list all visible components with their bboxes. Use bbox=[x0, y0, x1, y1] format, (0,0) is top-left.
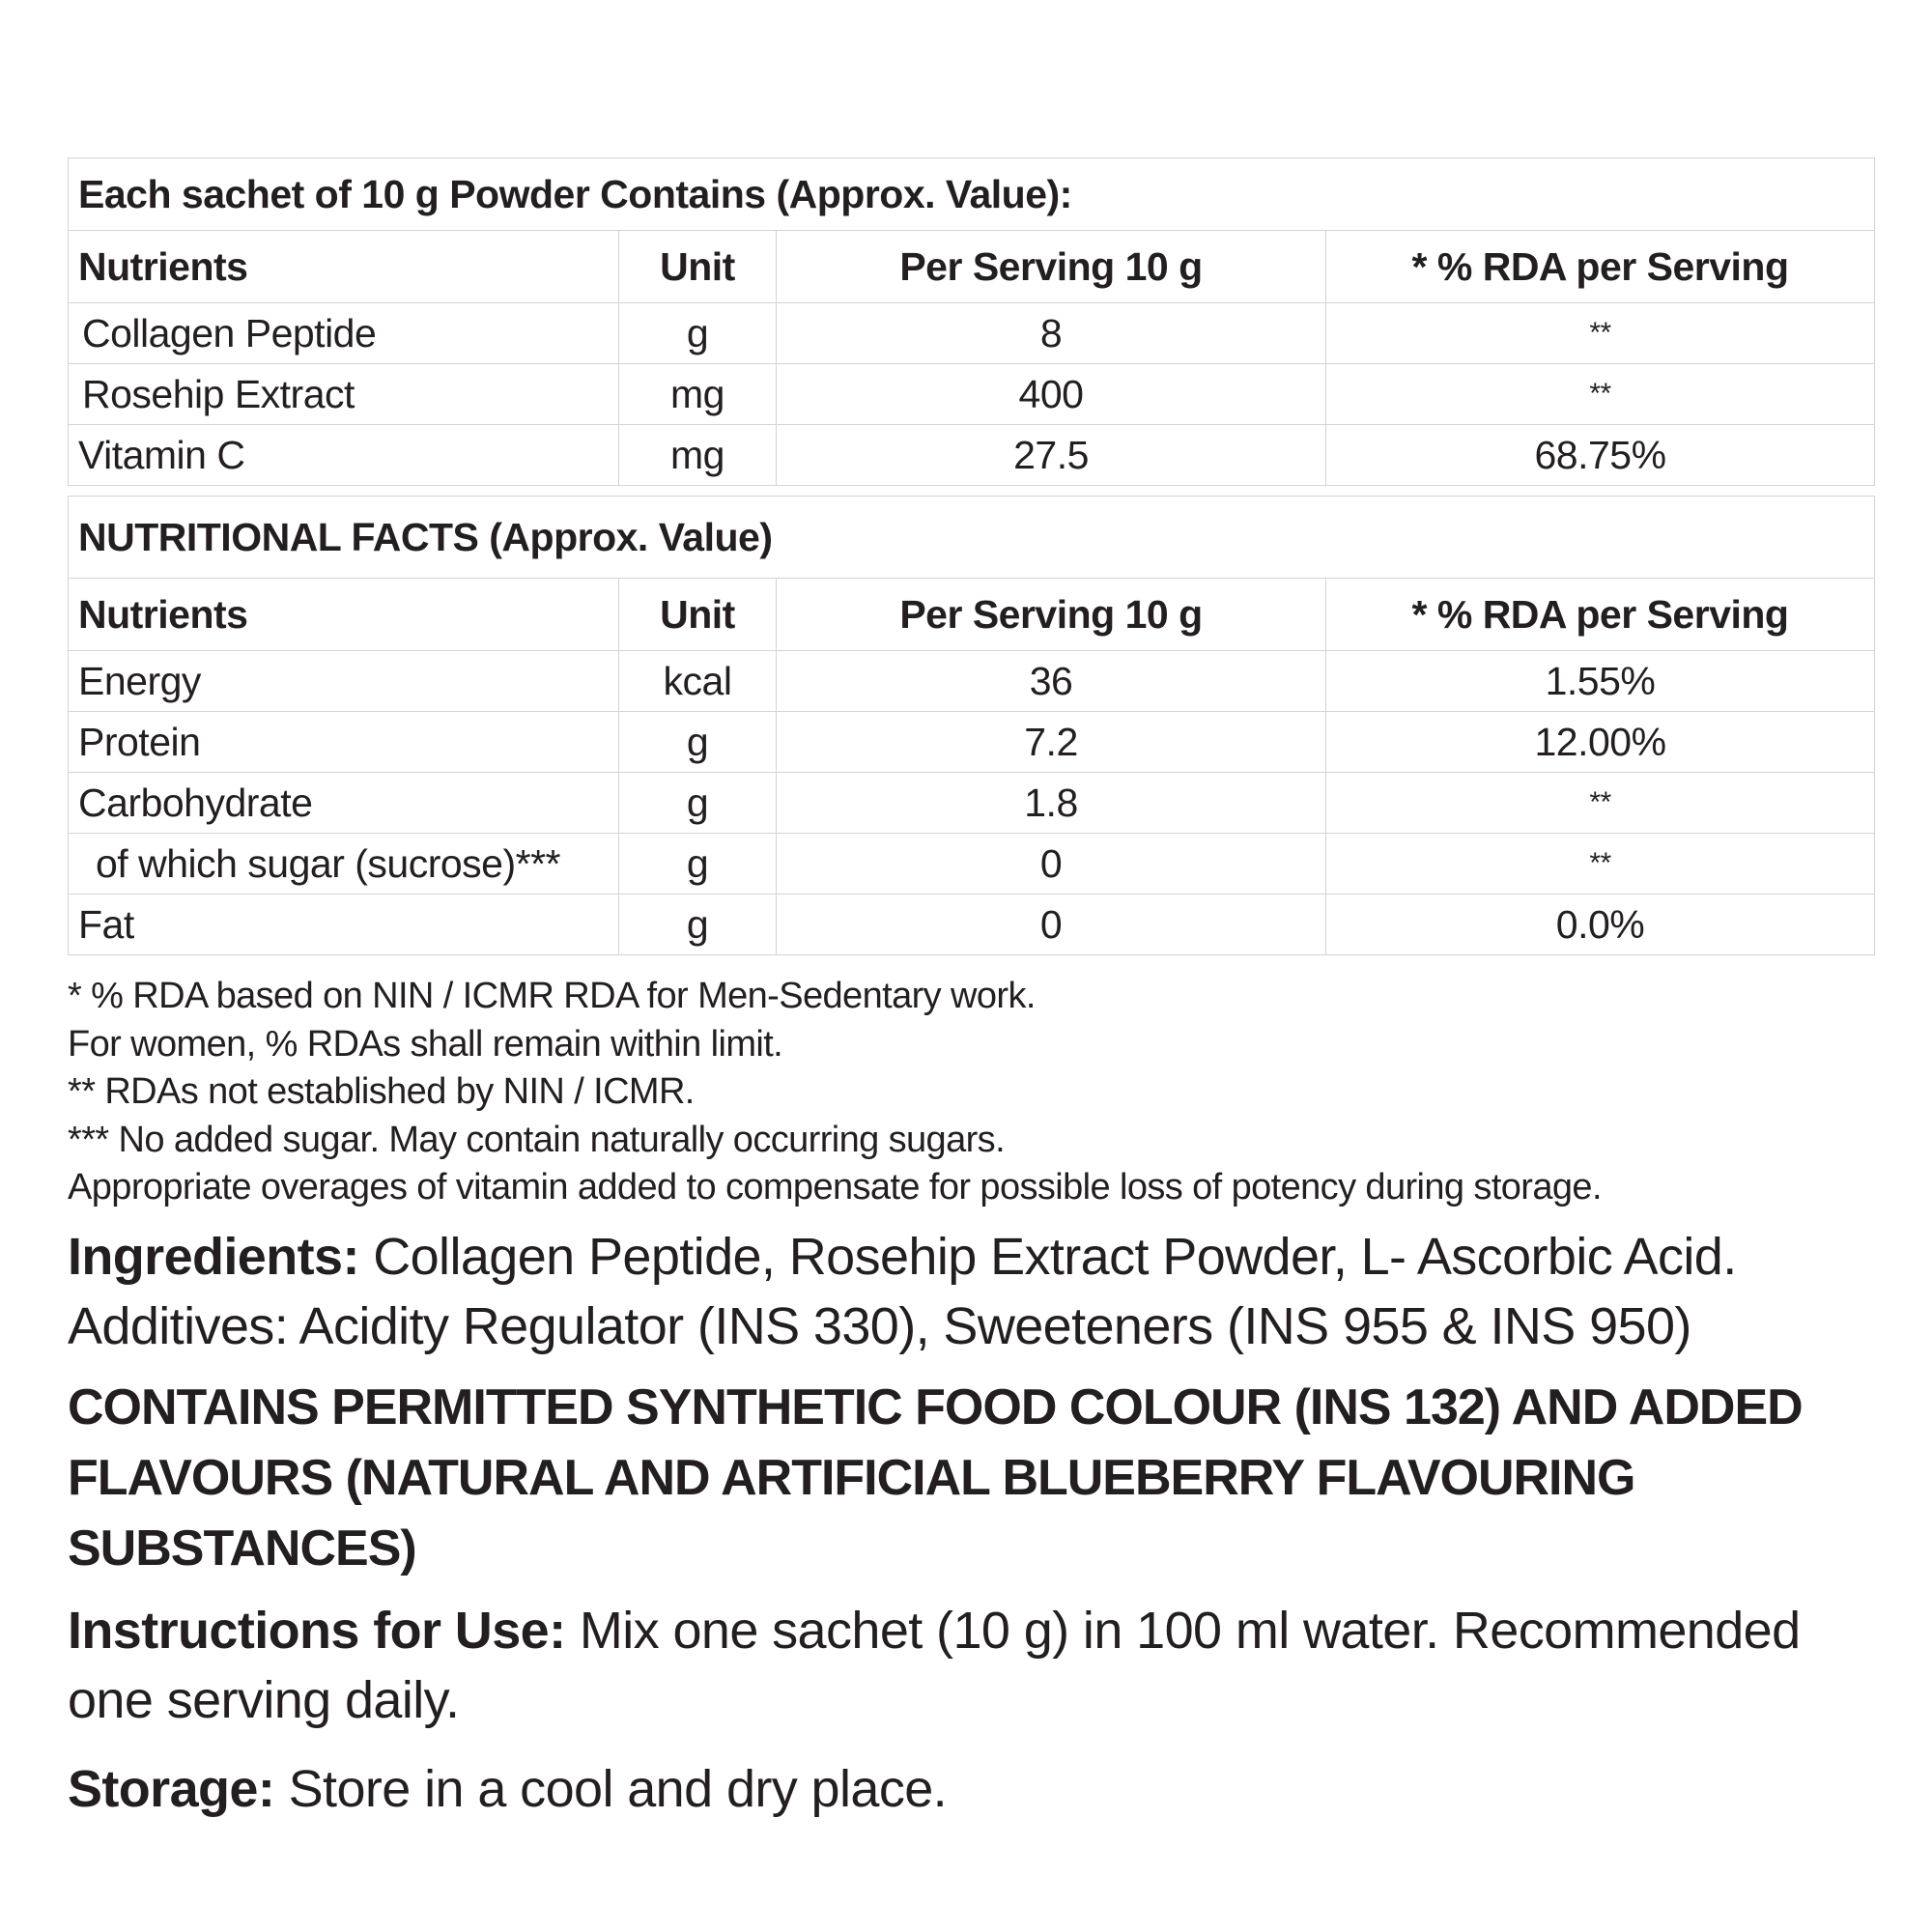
table-header-row bbox=[69, 579, 1875, 651]
storage-section bbox=[68, 1754, 1874, 1824]
nutrient-unit: g bbox=[619, 712, 777, 773]
nutrient-rda: ** bbox=[1326, 364, 1875, 425]
header-nutrients: Nutrients bbox=[69, 231, 619, 303]
additives-text: Additives: Acidity Regulator (INS 330), Sweeteners (INS 955 & INS 950) bbox=[68, 1296, 1691, 1355]
nutrient-unit: g bbox=[619, 773, 777, 834]
nutrient-rda: 12.00% bbox=[1326, 712, 1875, 773]
footnote: *** No added sugar. May contain naturally occurring sugars. bbox=[68, 1119, 1006, 1160]
nutrient-name: Rosehip Extract bbox=[69, 364, 619, 425]
nutrient-rda: 0.0% bbox=[1326, 895, 1875, 955]
instructions-text: Mix one sachet (10 g) in 100 ml water. Recommended one serving daily. bbox=[68, 1601, 1801, 1729]
nutrient-name: Carbohydrate bbox=[69, 773, 619, 834]
nutrient-name: Energy bbox=[69, 651, 619, 712]
storage-label: Storage: bbox=[68, 1759, 275, 1818]
footnote: Appropriate overages of vitamin added to compensate for possible loss of potency during storage. bbox=[68, 1167, 1602, 1208]
nutrient-per-serving: 36 bbox=[777, 651, 1326, 712]
nutrient-unit: mg bbox=[619, 425, 777, 486]
nutrient-unit: g bbox=[619, 895, 777, 955]
contains-line: FLAVOURS (NATURAL AND ARTIFICIAL BLUEBERRY FLAVOURING SUBSTANCES) bbox=[68, 1449, 1635, 1577]
nutrient-name: Fat bbox=[69, 895, 619, 955]
nutrient-rda: ** bbox=[1326, 834, 1875, 895]
header-rda: * % RDA per Serving bbox=[1326, 579, 1875, 651]
nutrient-name: Protein bbox=[69, 712, 619, 773]
table-row bbox=[69, 712, 1875, 773]
table-header-row bbox=[69, 231, 1875, 303]
nutrient-per-serving: 7.2 bbox=[777, 712, 1326, 773]
table-row bbox=[69, 364, 1875, 425]
nutrient-name: of which sugar (sucrose)*** bbox=[69, 834, 619, 895]
instructions-label: Instructions for Use: bbox=[68, 1601, 566, 1660]
table-row bbox=[69, 834, 1875, 895]
nutrient-per-serving: 400 bbox=[777, 364, 1326, 425]
nutrient-unit: mg bbox=[619, 364, 777, 425]
nutrient-rda: 1.55% bbox=[1326, 651, 1875, 712]
contains-line: CONTAINS PERMITTED SYNTHETIC FOOD COLOUR (INS 132) AND ADDED bbox=[68, 1378, 1803, 1435]
header-rda: * % RDA per Serving bbox=[1326, 231, 1875, 303]
nutrient-name: Vitamin C bbox=[69, 425, 619, 486]
header-per-serving: Per Serving 10 g bbox=[777, 231, 1326, 303]
footnote: ** RDAs not established by NIN / ICMR. bbox=[68, 1071, 695, 1112]
nutrient-name: Collagen Peptide bbox=[69, 303, 619, 364]
table-row bbox=[69, 303, 1875, 364]
contains-statement bbox=[68, 1373, 1874, 1584]
nutrient-per-serving: 8 bbox=[777, 303, 1326, 364]
composition-table-caption: Each sachet of 10 g Powder Contains (Approx. Value): bbox=[69, 158, 1875, 231]
nutrient-unit: g bbox=[619, 834, 777, 895]
header-unit: Unit bbox=[619, 579, 777, 651]
instructions-section bbox=[68, 1596, 1874, 1735]
nutrient-per-serving: 0 bbox=[777, 895, 1326, 955]
header-unit: Unit bbox=[619, 231, 777, 303]
table-row bbox=[69, 895, 1875, 955]
header-per-serving: Per Serving 10 g bbox=[777, 579, 1326, 651]
nutrient-unit: kcal bbox=[619, 651, 777, 712]
nutrient-per-serving: 0 bbox=[777, 834, 1326, 895]
nutrient-rda: ** bbox=[1326, 773, 1875, 834]
ingredients-label: Ingredients: bbox=[68, 1227, 359, 1286]
nutrient-per-serving: 1.8 bbox=[777, 773, 1326, 834]
nutrition-label bbox=[68, 157, 1874, 1824]
nutrient-unit: g bbox=[619, 303, 777, 364]
table-row bbox=[69, 651, 1875, 712]
nutrient-per-serving: 27.5 bbox=[777, 425, 1326, 486]
footnotes bbox=[68, 973, 1874, 1212]
ingredients-section bbox=[68, 1222, 1874, 1361]
footnote: For women, % RDAs shall remain within limit. bbox=[68, 1023, 783, 1065]
composition-table bbox=[68, 157, 1875, 486]
nutrient-rda: 68.75% bbox=[1326, 425, 1875, 486]
storage-text: Store in a cool and dry place. bbox=[274, 1759, 948, 1818]
footnote: * % RDA based on NIN / ICMR RDA for Men-Sedentary work. bbox=[68, 976, 1036, 1016]
table-row bbox=[69, 773, 1875, 834]
table-row bbox=[69, 425, 1875, 486]
ingredients-text: Collagen Peptide, Rosehip Extract Powder, L- Ascorbic Acid. bbox=[358, 1227, 1737, 1286]
nutrient-rda: ** bbox=[1326, 303, 1875, 364]
nutritional-facts-table bbox=[68, 496, 1875, 955]
header-nutrients: Nutrients bbox=[69, 579, 619, 651]
nutritional-facts-caption: NUTRITIONAL FACTS (Approx. Value) bbox=[69, 497, 1875, 579]
